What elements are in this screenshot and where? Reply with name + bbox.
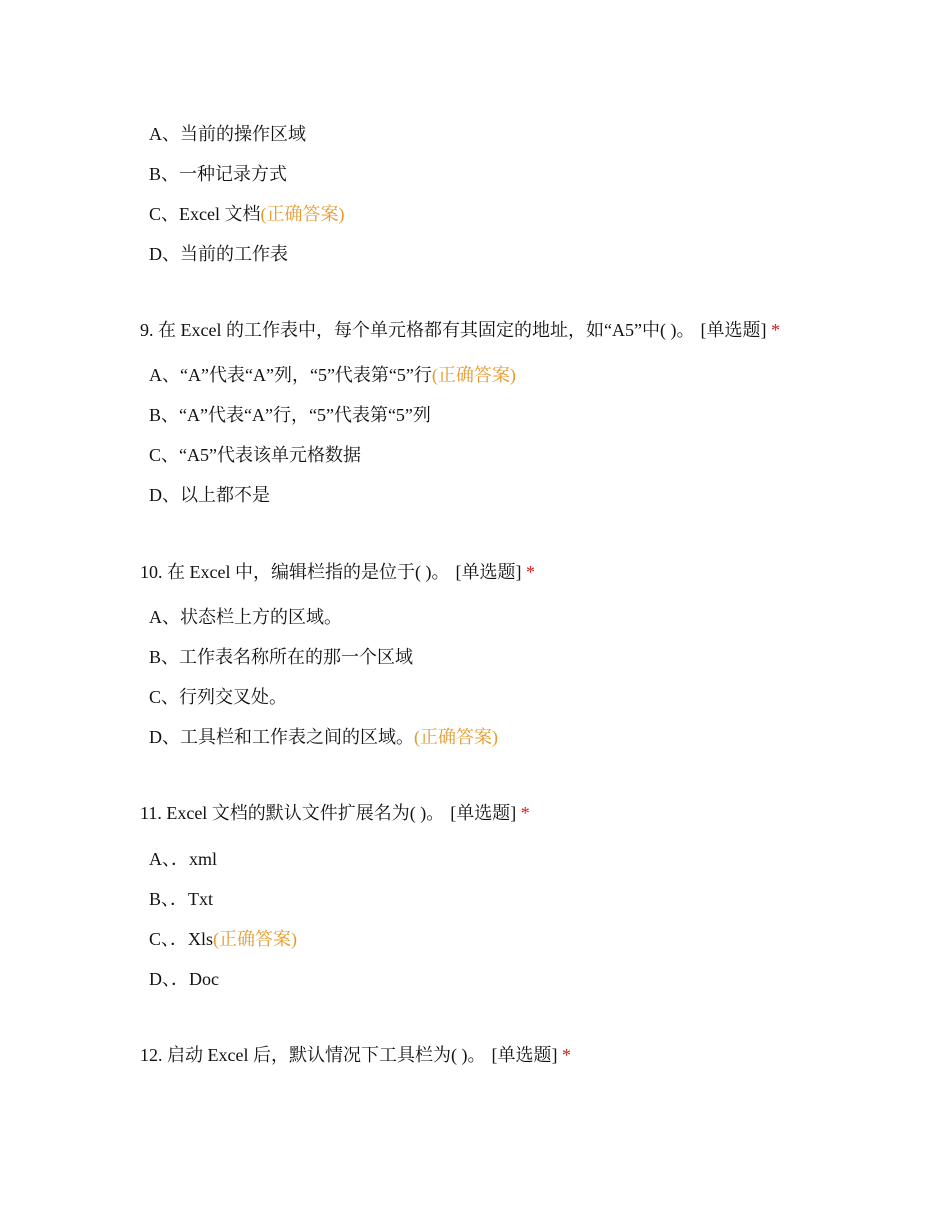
option-text: D、以上都不是: [149, 485, 270, 505]
option-item: [149, 363, 516, 387]
correct-answer-tag: (正确答案): [431, 365, 516, 385]
required-star: *: [525, 562, 535, 582]
option-item: [149, 162, 287, 186]
option-text: D、．Doc: [149, 969, 219, 989]
option-item: [149, 927, 297, 951]
option-text: C、“A5”代表该单元格数据: [149, 445, 361, 465]
required-star: *: [770, 320, 780, 340]
option-item: [149, 483, 270, 507]
option-item: [149, 847, 217, 871]
question-type: [单选题]: [455, 562, 522, 582]
question-text: 12. 启动 Excel 后，默认情况下工具栏为( )。: [140, 1045, 486, 1065]
option-text: C、行列交叉处。: [149, 687, 288, 707]
required-star: *: [520, 803, 530, 823]
option-text: B、工作表名称所在的那一个区域: [149, 647, 414, 667]
question-title: [140, 560, 535, 584]
question-text: 11. Excel 文档的默认文件扩展名为( )。: [140, 803, 445, 823]
option-text: A、“A”代表“A”列，“5”代表第“5”行: [149, 365, 432, 385]
option-item: [149, 202, 344, 226]
option-item: [149, 242, 288, 266]
option-item: [149, 403, 431, 427]
question-title: [140, 801, 530, 825]
required-star: *: [561, 1045, 571, 1065]
option-text: A、当前的操作区域: [149, 124, 306, 144]
option-text: D、工具栏和工作表之间的区域。: [149, 727, 414, 747]
option-text: A、状态栏上方的区域。: [149, 607, 342, 627]
question-title: [140, 1043, 571, 1067]
question-title: [140, 318, 780, 342]
option-text: B、一种记录方式: [149, 164, 288, 184]
correct-answer-tag: (正确答案): [213, 929, 298, 949]
option-text: A、．xml: [149, 849, 218, 869]
option-text: C、．Xls: [149, 929, 214, 949]
option-item: [149, 685, 287, 709]
option-item: [149, 967, 219, 991]
correct-answer-tag: (正确答案): [260, 204, 345, 224]
question-type: [单选题]: [700, 320, 767, 340]
option-item: [149, 887, 213, 911]
question-text: 9. 在 Excel 的工作表中，每个单元格都有其固定的地址，如“A5”中( )。: [140, 320, 695, 340]
option-text: D、当前的工作表: [149, 244, 288, 264]
option-item: [149, 725, 498, 749]
option-text: B、“A”代表“A”行，“5”代表第“5”列: [149, 405, 431, 425]
option-item: [149, 605, 342, 629]
option-item: [149, 645, 413, 669]
option-text: C、Excel 文档: [149, 204, 261, 224]
question-type: [单选题]: [491, 1045, 558, 1065]
option-text: B、．Txt: [149, 889, 214, 909]
correct-answer-tag: (正确答案): [414, 727, 498, 747]
question-text: 10. 在 Excel 中，编辑栏指的是位于( )。: [140, 562, 450, 582]
option-item: [149, 443, 361, 467]
option-item: [149, 122, 306, 146]
question-type: [单选题]: [450, 803, 517, 823]
